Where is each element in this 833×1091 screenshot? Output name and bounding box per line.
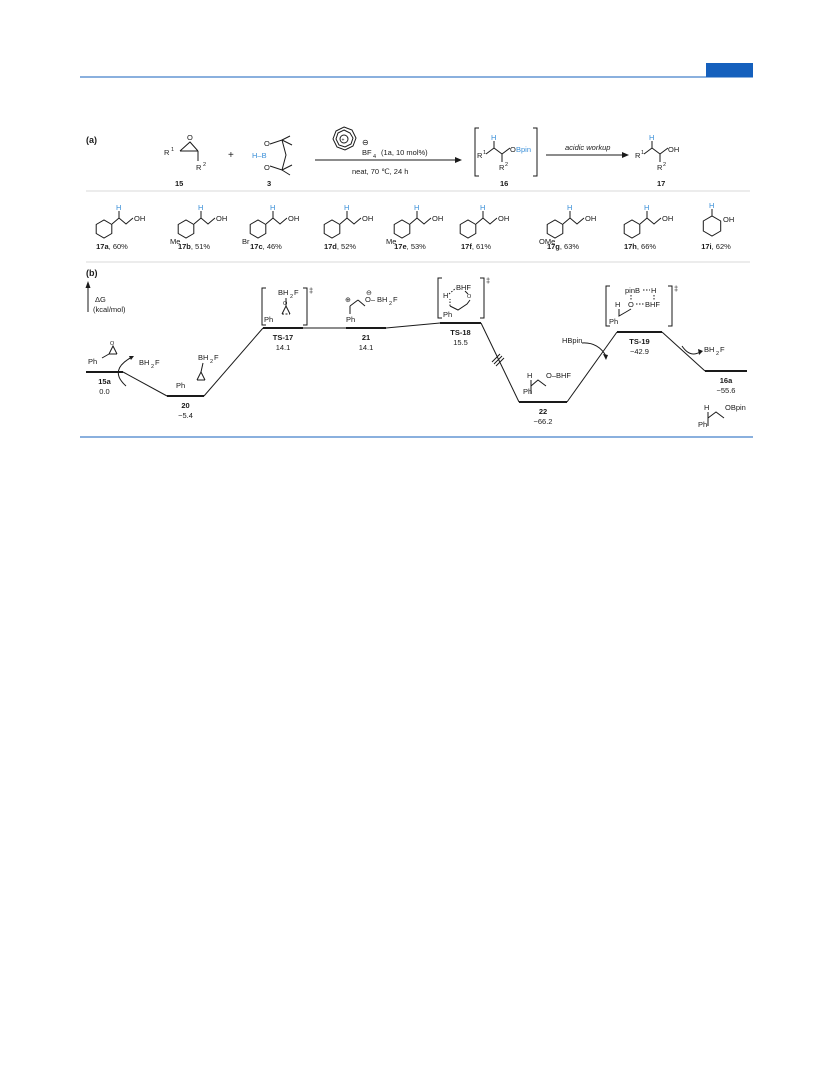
svg-text:H: H <box>344 203 350 212</box>
hbpin-reagent: HBpin <box>562 336 583 345</box>
yield-label-17c: 17c, 46% <box>250 242 282 251</box>
svg-text:H: H <box>567 203 573 212</box>
svg-text:H: H <box>198 203 204 212</box>
panel-b-label: (b) <box>86 268 98 278</box>
bh2f-reagent-2: BH <box>704 345 715 354</box>
bh2f-sub-20: 2 <box>210 359 214 365</box>
svg-text:OH: OH <box>585 214 597 223</box>
substrate-17d <box>324 203 373 251</box>
intermediate-obpin-o: O <box>510 145 516 154</box>
species21-o: O– <box>365 295 376 304</box>
curved-arrow-hbpin-in <box>582 343 606 356</box>
yield-label-17f: 17f, 61% <box>460 242 492 251</box>
intermediate-h-label: H <box>491 133 497 142</box>
curved-arrow-hbpin-in-head <box>603 354 608 360</box>
state-energy-22: −66.2 <box>533 417 553 426</box>
ts18-bhf: BHF <box>456 283 471 292</box>
ts18-h: H <box>443 291 449 300</box>
product-r2-sup: 2 <box>663 162 667 168</box>
compound-17-label: 17 <box>657 179 666 188</box>
header-accent-block <box>706 63 753 77</box>
epoxide-oxygen: O <box>187 133 193 142</box>
ts19-h2: H <box>615 300 621 309</box>
yield-label-17e: 17e, 53% <box>394 242 426 251</box>
product-r2: R <box>657 163 663 172</box>
curved-arrow-bh2f-out-head <box>698 349 703 355</box>
ph-15a: Ph <box>88 357 98 366</box>
svg-text:Me: Me <box>170 237 181 246</box>
svg-text:H: H <box>270 203 276 212</box>
species21-bh2f-sub: 2 <box>389 301 393 307</box>
state-id-ts-19: TS-19 <box>629 337 650 346</box>
ts17-bh2f-sub: 2 <box>290 294 294 300</box>
bh2f-20: BH <box>198 353 209 362</box>
svg-text:OH: OH <box>432 214 444 223</box>
substrate-17e <box>386 203 443 251</box>
species21-ph: Ph <box>346 315 356 324</box>
state-id-22: 22 <box>538 407 548 416</box>
state-energy-ts-18: 15.5 <box>453 338 468 347</box>
state-energy-21: 14.1 <box>358 343 374 352</box>
substrate-scope-row <box>96 201 734 251</box>
epoxide-o: O <box>110 341 115 347</box>
yield-label-17d: 17d, 52% <box>323 242 357 251</box>
bh2f-sub-2: 2 <box>716 351 720 357</box>
svg-text:Me: Me <box>386 237 397 246</box>
ts-18-structure <box>438 276 490 319</box>
species-15a-epoxide <box>88 341 117 366</box>
species-16a-structure <box>698 403 746 429</box>
connector-21 <box>386 323 440 328</box>
substrate-17c <box>242 203 299 251</box>
product-r1-sup: 1 <box>641 150 645 156</box>
state-energy-20: −5.4 <box>178 411 193 420</box>
species16a-h: H <box>704 403 710 412</box>
state-id-21: 21 <box>361 333 371 342</box>
svg-text:H: H <box>709 201 715 210</box>
pin-o1: O <box>264 139 270 148</box>
anion-bf4: BF <box>362 148 372 157</box>
species22-ph: Ph <box>523 387 533 396</box>
svg-text:OH: OH <box>288 214 300 223</box>
svg-text:OH: OH <box>723 215 735 224</box>
substrate-17f <box>460 203 509 251</box>
bh2f-f-20: F <box>214 353 219 362</box>
state-id-ts-17: TS-17 <box>272 333 294 342</box>
svg-text:OH: OH <box>362 214 374 223</box>
bh2f-reagent-1: BH <box>139 358 150 367</box>
svg-text:OMe: OMe <box>539 237 556 246</box>
axis-label-unit: (kcal/mol) <box>93 305 126 314</box>
svg-text:OH: OH <box>134 214 146 223</box>
reaction-arrow-2-head <box>622 152 629 158</box>
state-id-15a: 15a <box>98 377 111 386</box>
svg-text:OH: OH <box>662 214 674 223</box>
energy-axis-arrowhead <box>86 281 91 288</box>
svg-text:H: H <box>480 203 486 212</box>
species22-obhf: O–BHF <box>546 371 572 380</box>
state-id-ts-18: TS-18 <box>450 328 471 337</box>
workup-label: acidic workup <box>565 143 611 152</box>
ts18-ph: Ph <box>443 310 453 319</box>
ts18-o: O <box>467 294 472 300</box>
svg-text:H: H <box>644 203 650 212</box>
species-21-ion-pair <box>345 290 398 324</box>
substrate-17g <box>539 203 596 251</box>
energy-profile <box>86 323 747 426</box>
yield-label-17i: 17i, 62% <box>701 242 731 251</box>
state-id-20: 20 <box>181 401 190 410</box>
substrate-17h <box>624 203 673 251</box>
ph-20: Ph <box>176 381 186 390</box>
svg-text:OH: OH <box>216 214 228 223</box>
species16a-obpin: OBpin <box>725 403 746 412</box>
intermediate-r2-sup: 2 <box>505 162 509 168</box>
axis-break-mark <box>492 354 504 366</box>
ts19-dagger: ‡ <box>674 284 679 293</box>
svg-text:Br: Br <box>242 237 250 246</box>
ts19-ph: Ph <box>609 317 619 326</box>
reaction-arrow-1-head <box>455 157 462 163</box>
yield-label-17b: 17b, 51% <box>177 242 211 251</box>
substrate-17b <box>170 203 227 251</box>
compound-16-label: 16 <box>500 179 509 188</box>
ts17-bh2f: BH <box>278 288 289 297</box>
reactant-15-structure <box>164 133 206 172</box>
compound-3-label: 3 <box>267 179 272 188</box>
ts19-h1: H <box>651 286 657 295</box>
ts17-bh2f-f: F <box>294 288 299 297</box>
product-r1: R <box>635 151 641 160</box>
ts18-dagger: ‡ <box>486 276 491 285</box>
species21-bh2f: BH <box>377 295 388 304</box>
yield-label-17a: 17a, 60% <box>96 242 128 251</box>
yield-label-17h: 17h, 66% <box>623 242 657 251</box>
intermediate-r2: R <box>499 163 505 172</box>
svg-text:H: H <box>414 203 420 212</box>
substrate-17a <box>96 203 145 251</box>
intermediate-obpin-label: Bpin <box>516 145 532 154</box>
product-oh-label: OH <box>668 145 680 154</box>
axis-label-dg: ΔG <box>95 295 106 304</box>
pin-o2: O <box>264 163 270 172</box>
bh2f-f-2: F <box>720 345 725 354</box>
species16a-ph: Ph <box>698 420 708 429</box>
ts17-ph: Ph <box>264 315 274 324</box>
r2-label: R <box>196 163 202 172</box>
state-id-16a: 16a <box>719 376 733 385</box>
species21-plus: ⊕ <box>345 297 351 304</box>
ts19-bhf: BHF <box>645 300 660 309</box>
catalyst-tropylium-icon <box>333 127 356 150</box>
intermediate-16-bracket <box>475 128 537 176</box>
r2-sup: 2 <box>203 162 207 168</box>
r1-sup: 1 <box>171 147 175 153</box>
svg-text:H: H <box>116 203 122 212</box>
ts17-o: O <box>283 301 288 307</box>
species22-h: H <box>527 371 533 380</box>
state-energy-ts-17: 14.1 <box>275 343 291 352</box>
species21-bh2f-f: F <box>393 295 398 304</box>
species-20-complex <box>176 353 219 390</box>
conditions-label: neat, 70 ℃, 24 h <box>352 167 409 176</box>
tropylium-plus: + <box>341 137 345 144</box>
connector-15a <box>123 372 167 396</box>
reactant-3-structure <box>252 136 292 175</box>
intermediate-r1-sup: 1 <box>483 150 487 156</box>
state-energy-15a: 0.0 <box>99 387 110 396</box>
ts19-pinb: pinB <box>625 286 641 295</box>
product-17-structure <box>635 133 679 172</box>
bh2f-f-1: F <box>155 358 160 367</box>
substrate-17i <box>701 201 734 251</box>
panel-a-label: (a) <box>86 135 97 145</box>
svg-text:OH: OH <box>498 214 510 223</box>
bh2f-sub-1: 2 <box>151 364 155 370</box>
state-energy-ts-19: −42.9 <box>630 347 649 356</box>
anion-minus-sign: ⊖ <box>362 138 369 147</box>
ts-19-structure <box>606 284 678 326</box>
ts-17-structure <box>262 286 313 325</box>
species-22-structure <box>523 371 571 396</box>
state-energy-16a: −55.6 <box>716 386 736 395</box>
r1-label: R <box>164 148 170 157</box>
catalyst-detail: (1a, 10 mol%) <box>381 148 428 157</box>
ts19-o: O <box>628 300 634 309</box>
intermediate-r1: R <box>477 151 483 160</box>
ts17-dagger: ‡ <box>309 286 314 295</box>
anion-bf4-sub: 4 <box>373 154 377 160</box>
yield-label-17g: 17g, 63% <box>546 242 580 251</box>
hb-label: H–B <box>252 151 267 160</box>
product-h-label: H <box>649 133 655 142</box>
species21-minus: ⊖ <box>366 290 372 297</box>
plus-sign: + <box>228 150 234 161</box>
compound-15-label: 15 <box>175 179 184 188</box>
